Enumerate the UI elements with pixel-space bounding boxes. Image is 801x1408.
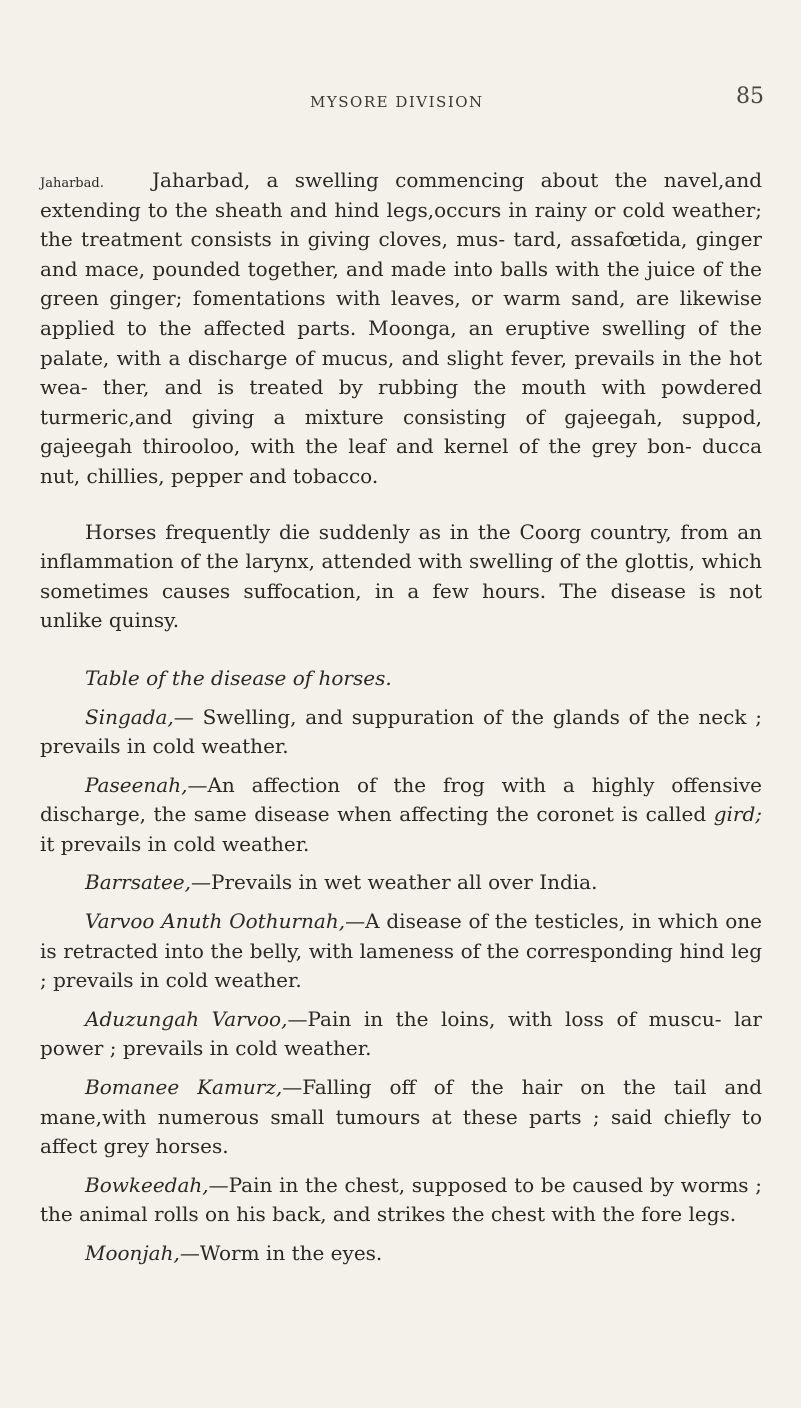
disease-entry-bomanee-kamurz xyxy=(40,1073,762,1162)
disease-entry-barrsatee xyxy=(40,868,762,898)
disease-entry-aduzungah-varvoo xyxy=(40,1005,762,1064)
disease-description-italic: gird; xyxy=(713,802,762,827)
disease-description: —Falling off of the hair on the tail and mane,with numerous small tumours at these parts ; said chiefly to affect grey horses. xyxy=(40,1075,763,1159)
page-number: 85 xyxy=(736,84,764,109)
disease-description: —Pain in the loins, with loss of muscu- lar power ; prevails in cold weather. xyxy=(40,1006,762,1061)
body-text xyxy=(40,166,762,1269)
disease-entry-bowkeedah xyxy=(40,1171,762,1230)
disease-term: Paseenah, xyxy=(85,772,188,797)
disease-entry-moonjah xyxy=(40,1239,762,1269)
paragraph-jaharbad: Jaharbad, a swelling commencing about the navel,and extending to the sheath and hind legs,occurs in rainy or cold weather; the treatment consists in giving cloves, mus- tard, assafœtida, ginger and mace, pounded together, and made into balls with the juice of the green ginger; fomentations with leaves, or warm sand, are likewise applied to the affected parts. Moonga, an eruptive swelling of the palate, with a discharge of mucus, and slight fever, prevails in the hot wea- ther, and is treated by rubbing the mouth with powdered turmeric,and giving a mixture consisting of gajeegah, suppod, gajeegah thirooloo, with the leaf and kernel of the grey bon- ducca nut, chillies, pepper and tobacco. xyxy=(40,168,762,488)
paragraph-horses: Horses frequently die suddenly as in the Coorg country, from an inflammation of the larynx, attended with swelling of the glottis, which sometimes causes suffocation, in a few hours. The disease is not unlike quinsy. xyxy=(40,519,762,633)
disease-description: —An affection of the frog with a highly offensive discharge, the same disease when affecting the coronet is called xyxy=(40,772,762,827)
disease-term: Varvoo Anuth Oothurnah, xyxy=(85,909,346,934)
disease-description: — Swelling, and suppuration of the glands of the neck ; prevails in cold weather. xyxy=(40,704,762,759)
margin-note: Jaharbad. xyxy=(40,176,104,191)
disease-description: —Prevails in wet weather all over India. xyxy=(191,870,598,895)
disease-term: Singada, xyxy=(85,704,174,729)
disease-entry-paseenah xyxy=(40,771,762,860)
disease-term: Moonjah, xyxy=(85,1241,180,1265)
disease-term: Bomanee Kamurz, xyxy=(85,1075,283,1100)
disease-description: —Worm in the eyes. xyxy=(179,1241,383,1265)
disease-entry-singada xyxy=(40,703,762,762)
disease-description: —Pain in the chest, supposed to be caused by worms ; the animal rolls on his back, and strikes the chest with the fore legs. xyxy=(40,1172,762,1227)
disease-term: Barrsatee, xyxy=(85,870,191,895)
disease-entry-varvoo-anuth xyxy=(40,907,762,996)
disease-term: Aduzungah Varvoo, xyxy=(85,1006,288,1031)
running-head: MYSORE DIVISION xyxy=(310,93,484,111)
table-heading: Table of the disease of horses. xyxy=(85,665,392,690)
disease-description: it prevails in cold weather. xyxy=(40,831,310,856)
disease-description: —A disease of the testicles, in which one is retracted into the belly, with lameness of the corresponding hind leg ; prevails in cold weather. xyxy=(40,909,762,993)
disease-term: Bowkeedah, xyxy=(85,1172,209,1197)
